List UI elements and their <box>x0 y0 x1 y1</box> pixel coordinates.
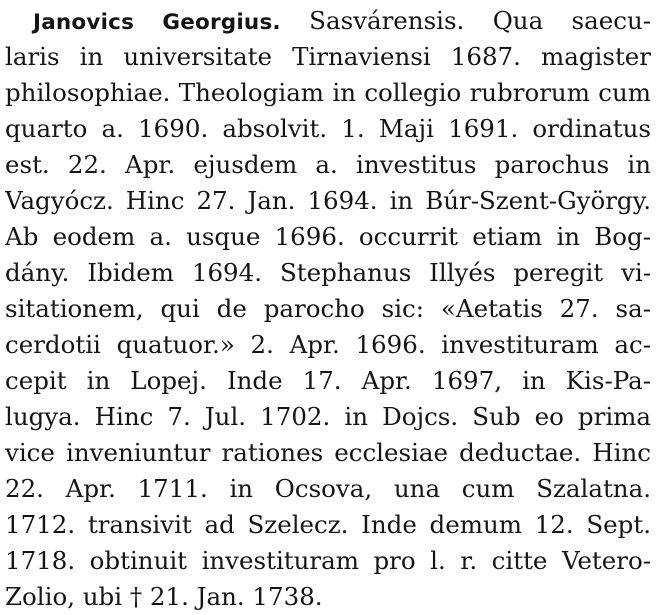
entry-line-14: 22. Apr. 1711. in Ocsova, una cum Szalatna. <box>5 474 651 503</box>
entry-line-10: cerdotii quatuor.» 2. Apr. 1696. investituram ac- <box>5 330 651 359</box>
entry-line-15: 1712. transivit ad Szelecz. Inde demum 12. Sept. <box>5 510 651 539</box>
entry-line-3: philosophiae. Theologiam in collegio rubrorum cum <box>5 78 651 107</box>
entry-line-8: dány. Ibidem 1694. Stephanus Illyés peregit vi- <box>5 258 651 287</box>
entry-line-5: est. 22. Apr. ejusdem a. investitus parochus in <box>5 150 651 179</box>
entry-line-2: laris in universitate Tirnaviensi 1687. magister <box>5 42 651 71</box>
entry-name: Janovics Georgius. <box>33 10 281 35</box>
entry-line-17: Zolio, ubi † 21. Jan. 1738. <box>5 582 323 611</box>
entry-line-7: Ab eodem a. usque 1696. occurrit etiam in Bog- <box>5 222 651 251</box>
entry-line-13: vice inveniuntur rationes ecclesiae deductae. Hinc <box>5 438 651 467</box>
entry-line-9: sitationem, qui de parocho sic: «Aetatis 27. sa- <box>5 294 651 323</box>
entry-line-16: 1718. obtinuit investituram pro l. r. citte Vetero- <box>5 546 651 575</box>
entry-line-12: lugya. Hinc 7. Jul. 1702. in Dojcs. Sub eo prima <box>5 402 651 431</box>
entry-first-line-text: Sasvárensis. Qua saecu- <box>280 6 651 35</box>
entry-line-6: Vagyócz. Hinc 27. Jan. 1694. in Búr-Szent-György. <box>5 186 651 215</box>
biographical-entry <box>5 3 651 615</box>
entry-line-11: cepit in Lopej. Inde 17. Apr. 1697, in Kis-Pa- <box>5 366 651 395</box>
entry-line-4: quarto a. 1690. absolvit. 1. Maji 1691. ordinatus <box>5 114 651 143</box>
entry-line-1 <box>5 3 651 39</box>
